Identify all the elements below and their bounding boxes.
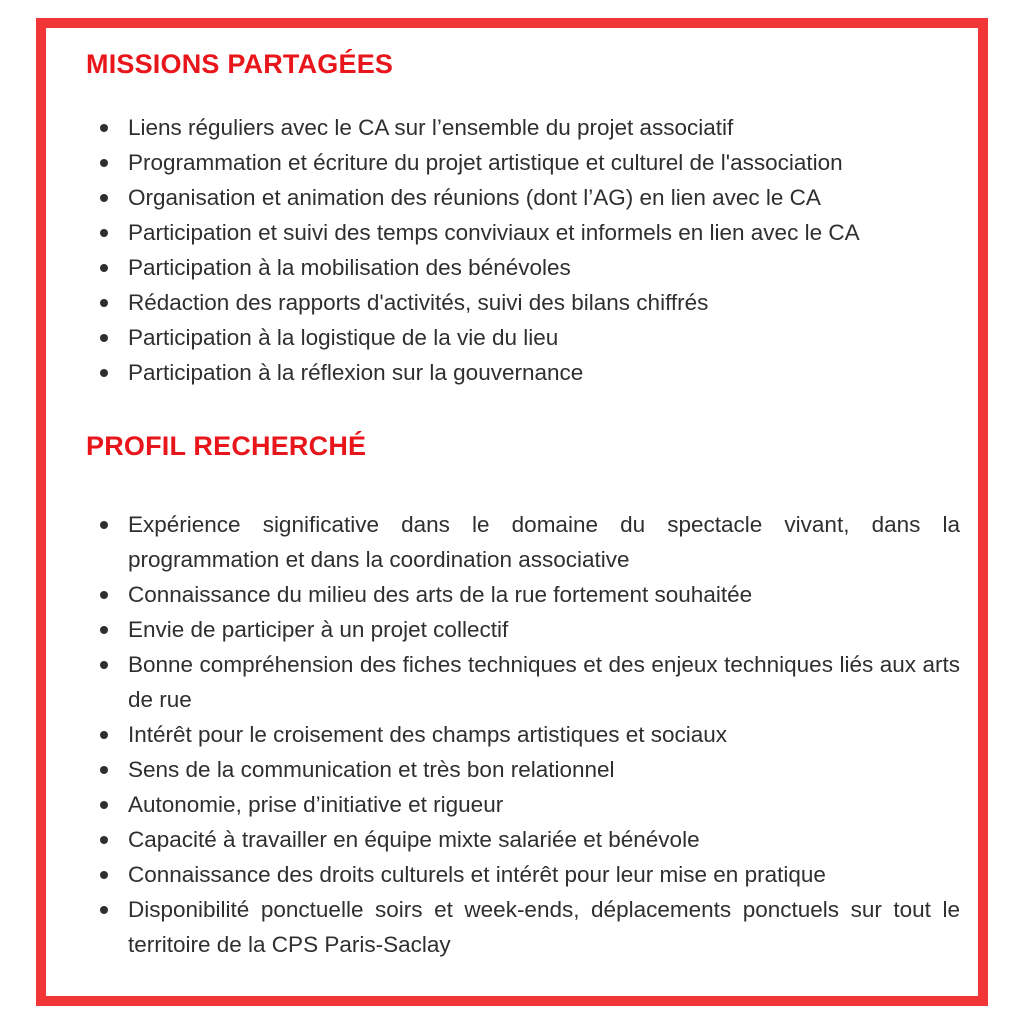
bullet-icon [100, 264, 108, 272]
list-item: Liens réguliers avec le CA sur l’ensemble du projet associatif [100, 110, 960, 145]
list-item: Bonne compréhension des fiches techniques et des enjeux techniques liés aux arts de rue [100, 647, 960, 717]
bullet-icon [100, 731, 108, 739]
bullet-icon [100, 194, 108, 202]
bullet-icon [100, 766, 108, 774]
list-item: Programmation et écriture du projet artistique et culturel de l'association [100, 145, 960, 180]
bullet-icon [100, 124, 108, 132]
bullet-icon [100, 521, 108, 529]
bullet-icon [100, 661, 108, 669]
list-item: Envie de participer à un projet collectif [100, 612, 960, 647]
bullet-icon [100, 591, 108, 599]
list-item: Intérêt pour le croisement des champs artistiques et sociaux [100, 717, 960, 752]
red-border-frame [36, 18, 988, 1006]
missions-list [100, 110, 960, 390]
bullet-icon [100, 369, 108, 377]
bullet-icon [100, 906, 108, 914]
list-item: Participation à la mobilisation des bénévoles [100, 250, 960, 285]
list-item: Organisation et animation des réunions (dont l’AG) en lien avec le CA [100, 180, 960, 215]
bullet-icon [100, 159, 108, 167]
list-item: Connaissance des droits culturels et intérêt pour leur mise en pratique [100, 857, 960, 892]
missions-heading: MISSIONS PARTAGÉES [86, 49, 394, 79]
list-item: Autonomie, prise d’initiative et rigueur [100, 787, 960, 822]
bullet-icon [100, 299, 108, 307]
bullet-icon [100, 229, 108, 237]
list-item: Expérience significative dans le domaine du spectacle vivant, dans la programmation et dans la coordination associative [100, 507, 960, 577]
list-item: Disponibilité ponctuelle soirs et week-ends, déplacements ponctuels sur tout le territoire de la CPS Paris-Saclay [100, 892, 960, 962]
bullet-icon [100, 334, 108, 342]
list-item: Connaissance du milieu des arts de la rue fortement souhaitée [100, 577, 960, 612]
list-item: Rédaction des rapports d'activités, suivi des bilans chiffrés [100, 285, 960, 320]
list-item: Capacité à travailler en équipe mixte salariée et bénévole [100, 822, 960, 857]
list-item: Sens de la communication et très bon relationnel [100, 752, 960, 787]
list-item: Participation et suivi des temps conviviaux et informels en lien avec le CA [100, 215, 960, 250]
bullet-icon [100, 626, 108, 634]
bullet-icon [100, 836, 108, 844]
bullet-icon [100, 801, 108, 809]
profil-list [100, 507, 960, 962]
profil-heading: PROFIL RECHERCHÉ [86, 431, 367, 461]
list-item: Participation à la logistique de la vie du lieu [100, 320, 960, 355]
list-item: Participation à la réflexion sur la gouvernance [100, 355, 960, 390]
bullet-icon [100, 871, 108, 879]
